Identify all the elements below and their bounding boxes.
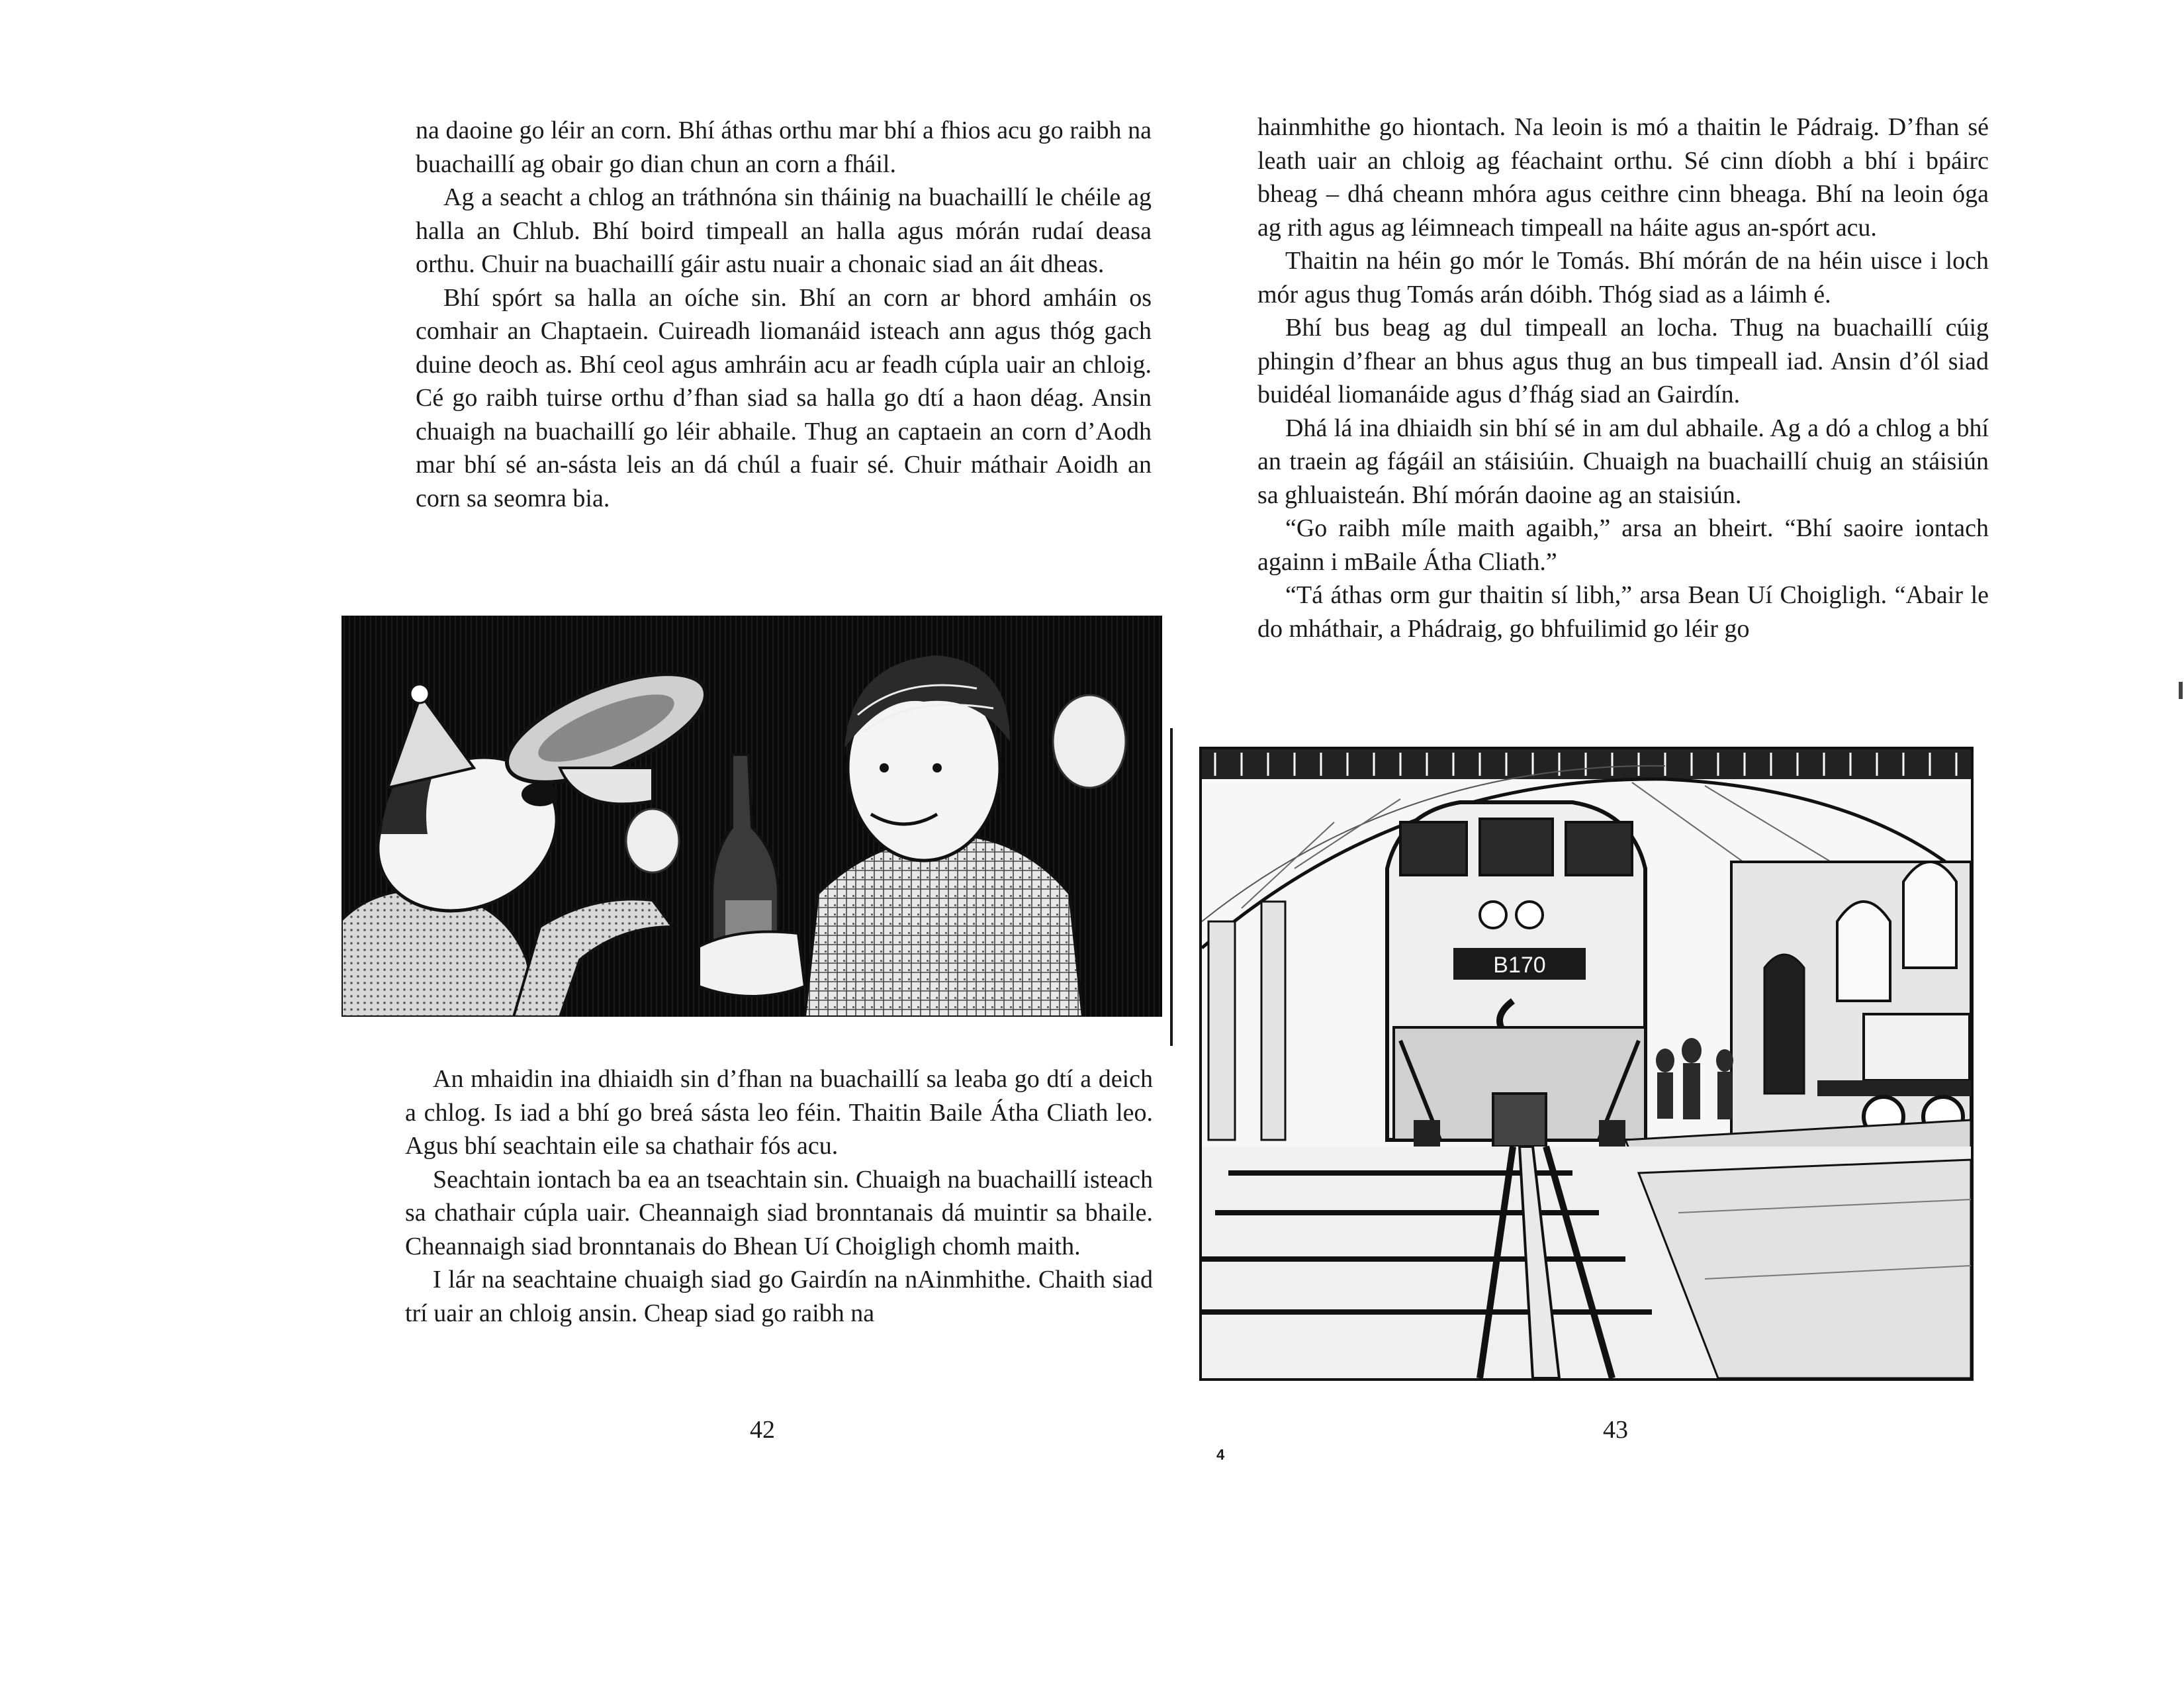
paragraph: “Go raibh míle maith agaibh,” arsa an bheirt. “Bhí saoire iontach againn i mBaile Átha Cliath.”	[1257, 514, 1989, 576]
page-number-right: 43	[1603, 1416, 1628, 1444]
paragraph: An mhaidin ina dhiaidh sin d’fhan na buachaillí sa leaba go dtí a deich a chlog. Is iad a bhí go breá sásta leo féin. Thaitin Baile Átha Cliath leo. Agus bhí seachtain eile sa chathair fós acu.	[405, 1065, 1153, 1160]
paragraph: na daoine go léir an corn. Bhí áthas orthu mar bhí a fhios acu go raibh na buachaillí ag obair go dian chun an corn a fháil.	[416, 117, 1152, 178]
right-text-top	[1257, 111, 1989, 645]
train-number-label: B170	[1493, 953, 1546, 978]
gutter-line	[1170, 728, 1173, 1046]
paragraph: Ag a seacht a chlog an tráthnóna sin tháinig na buachaillí le chéile ag halla an Chlub. Bhí boird timpeall an halla agus mórán rudaí deasa orthu. Chuir na buachaillí gáir astu nuair a chonaic siad an áit dheas.	[416, 183, 1152, 278]
paragraph: Thaitin na héin go mór le Tomás. Bhí mórán de na héin uisce i loch mór agus thug Tomás arán dóibh. Thóg siad as a láimh é.	[1257, 247, 1989, 308]
paragraph: Dhá lá ina dhiaidh sin bhí sé in am dul abhaile. Ag a dó a chlog a bhí an traein ag fágáil an stáisiúin. Chuaigh na buachaillí chuig an stáisiún sa ghluaisteán. Bhí mórán daoine ag an staisiún.	[1257, 414, 1989, 509]
edge-mark	[2179, 682, 2183, 699]
party-illustration	[341, 616, 1162, 1017]
sheet-number: 4	[1216, 1446, 1225, 1463]
paragraph: Bhí bus beag ag dul timpeall an locha. Thug na buachaillí cúig phingin d’fhear an bhus agus thug an bus timpeall iad. Ansin d’ól siad buidéal liomanáide agus d’fhág siad an Gairdín.	[1257, 314, 1989, 408]
page-number-left: 42	[750, 1416, 775, 1444]
train-station-illustration	[1199, 747, 1974, 1381]
paragraph: “Tá áthas orm gur thaitin sí libh,” arsa Bean Uí Choigligh. “Abair le do mháthair, a Phádraig, go bhfuilimid go léir go	[1257, 581, 1989, 643]
paragraph: Seachtain iontach ba ea an tseachtain sin. Chuaigh na buachaillí isteach sa chathair cúpla uair. Cheannaigh siad bronntanais dá muintir sa bhaile. Cheannaigh siad bronntanais do Bhean Uí Choigligh chomh maith.	[405, 1165, 1153, 1260]
left-text-top	[416, 114, 1152, 515]
paragraph: Bhí spórt sa halla an oíche sin. Bhí an corn ar bhord amháin os comhair an Chaptaein. Cuireadh liomanáid isteach ann agus thóg gach duine deoch as. Bhí ceol agus amhráin acu ar feadh cúpla uair an chloig. Cé go raibh tuirse orthu d’fhan siad sa halla go dtí a haon déag. Ansin chuaigh na buachaillí go léir abhaile. Thug an captaein an corn d’Aodh mar bhí sé an-sásta leis an dá chúl a fuair sé. Chuir máthair Aoidh an corn sa seomra bia.	[416, 283, 1152, 512]
paragraph: hainmhithe go hiontach. Na leoin is mó a thaitin le Pádraig. D’fhan sé leath uair an chloig ag féachaint orthu. Sé cinn díobh a bhí i bpáirc bheag – dhá cheann mhóra agus ceithre cinn bheaga. Bhí na leoin óga ag rith agus ag léimneach timpeall na háite agus an-spórt acu.	[1257, 113, 1989, 242]
paragraph: I lár na seachtaine chuaigh siad go Gairdín na nAinmhithe. Chaith siad trí uair an chloig ansin. Cheap siad go raibh na	[405, 1266, 1153, 1327]
left-text-bottom	[405, 1062, 1153, 1330]
